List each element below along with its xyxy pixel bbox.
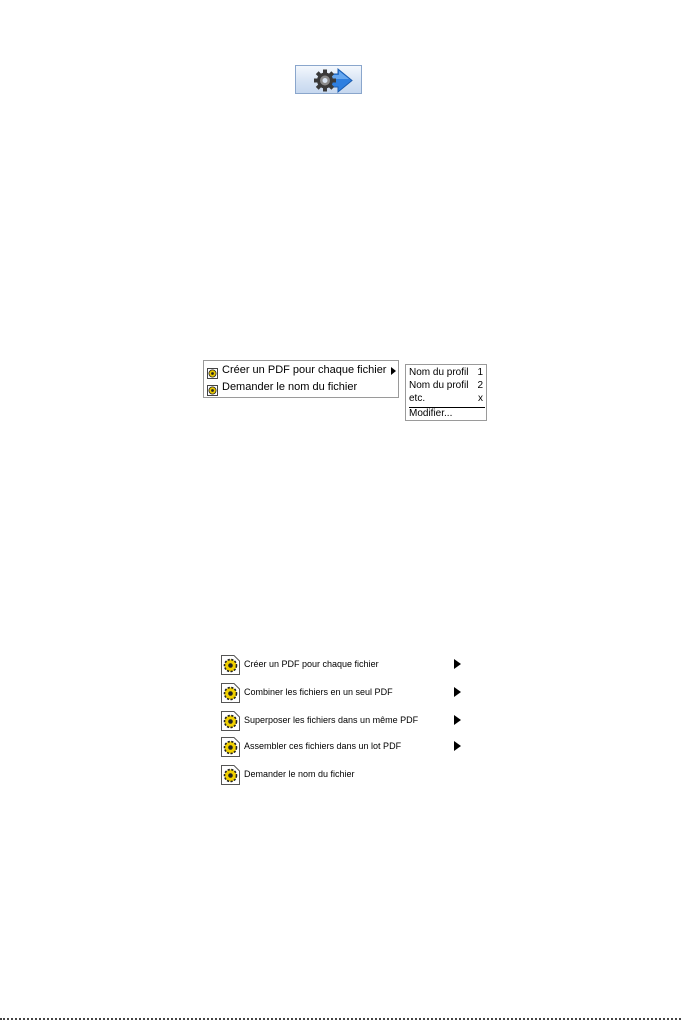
submenu-item-profile-1[interactable] bbox=[409, 367, 485, 379]
profile-label: Nom du profil bbox=[409, 367, 469, 378]
gear-arrow-icon bbox=[296, 66, 363, 95]
submenu-arrow-icon bbox=[391, 367, 396, 375]
menu-item-ask-filename[interactable] bbox=[220, 764, 470, 786]
menu-item-ask-filename[interactable] bbox=[204, 380, 398, 397]
profile-number: x bbox=[478, 393, 483, 404]
profile-number: 1 bbox=[477, 367, 483, 378]
menu-item-create-pdf-each[interactable] bbox=[204, 363, 398, 380]
page-bottom-rule bbox=[0, 1018, 681, 1020]
submenu-arrow-icon bbox=[454, 715, 461, 725]
menu-item-combine-files[interactable] bbox=[220, 682, 470, 704]
gear-document-icon bbox=[220, 654, 241, 676]
submenu-item-profile-2[interactable] bbox=[409, 380, 485, 392]
menu-item-label: Superposer les fichiers dans un même PDF bbox=[244, 715, 419, 725]
gear-document-icon bbox=[207, 366, 218, 377]
gear-document-icon bbox=[220, 682, 241, 704]
submenu-item-etc[interactable] bbox=[409, 393, 485, 405]
menu-item-label: Créer un PDF pour chaque fichier bbox=[222, 364, 387, 376]
menu-item-assemble-batch[interactable] bbox=[220, 736, 470, 758]
menu-item-label: Demander le nom du fichier bbox=[222, 381, 358, 393]
modify-label: Modifier... bbox=[409, 408, 453, 419]
gear-document-icon bbox=[220, 736, 241, 758]
submenu-arrow-icon bbox=[454, 687, 461, 697]
menu-item-label: Demander le nom du fichier bbox=[244, 769, 355, 779]
gear-arrow-button[interactable] bbox=[295, 65, 362, 94]
profile-label: etc. bbox=[409, 393, 426, 404]
submenu-item-modify[interactable] bbox=[409, 408, 485, 420]
gear-document-icon bbox=[220, 764, 241, 786]
context-menu-full bbox=[220, 654, 470, 788]
menu-item-label: Créer un PDF pour chaque fichier bbox=[244, 659, 379, 669]
gear-document-icon bbox=[207, 383, 218, 394]
menu-item-label: Combiner les fichiers en un seul PDF bbox=[244, 687, 393, 697]
menu-item-label: Assembler ces fichiers dans un lot PDF bbox=[244, 741, 402, 751]
menu-item-create-pdf-each[interactable] bbox=[220, 654, 470, 676]
context-menu-compact bbox=[203, 360, 399, 398]
profile-submenu bbox=[405, 364, 487, 421]
submenu-arrow-icon bbox=[454, 741, 461, 751]
submenu-arrow-icon bbox=[454, 659, 461, 669]
profile-number: 2 bbox=[477, 380, 483, 391]
gear-document-icon bbox=[220, 710, 241, 732]
profile-label: Nom du profil bbox=[409, 380, 469, 391]
menu-item-overlay-files[interactable] bbox=[220, 710, 470, 732]
